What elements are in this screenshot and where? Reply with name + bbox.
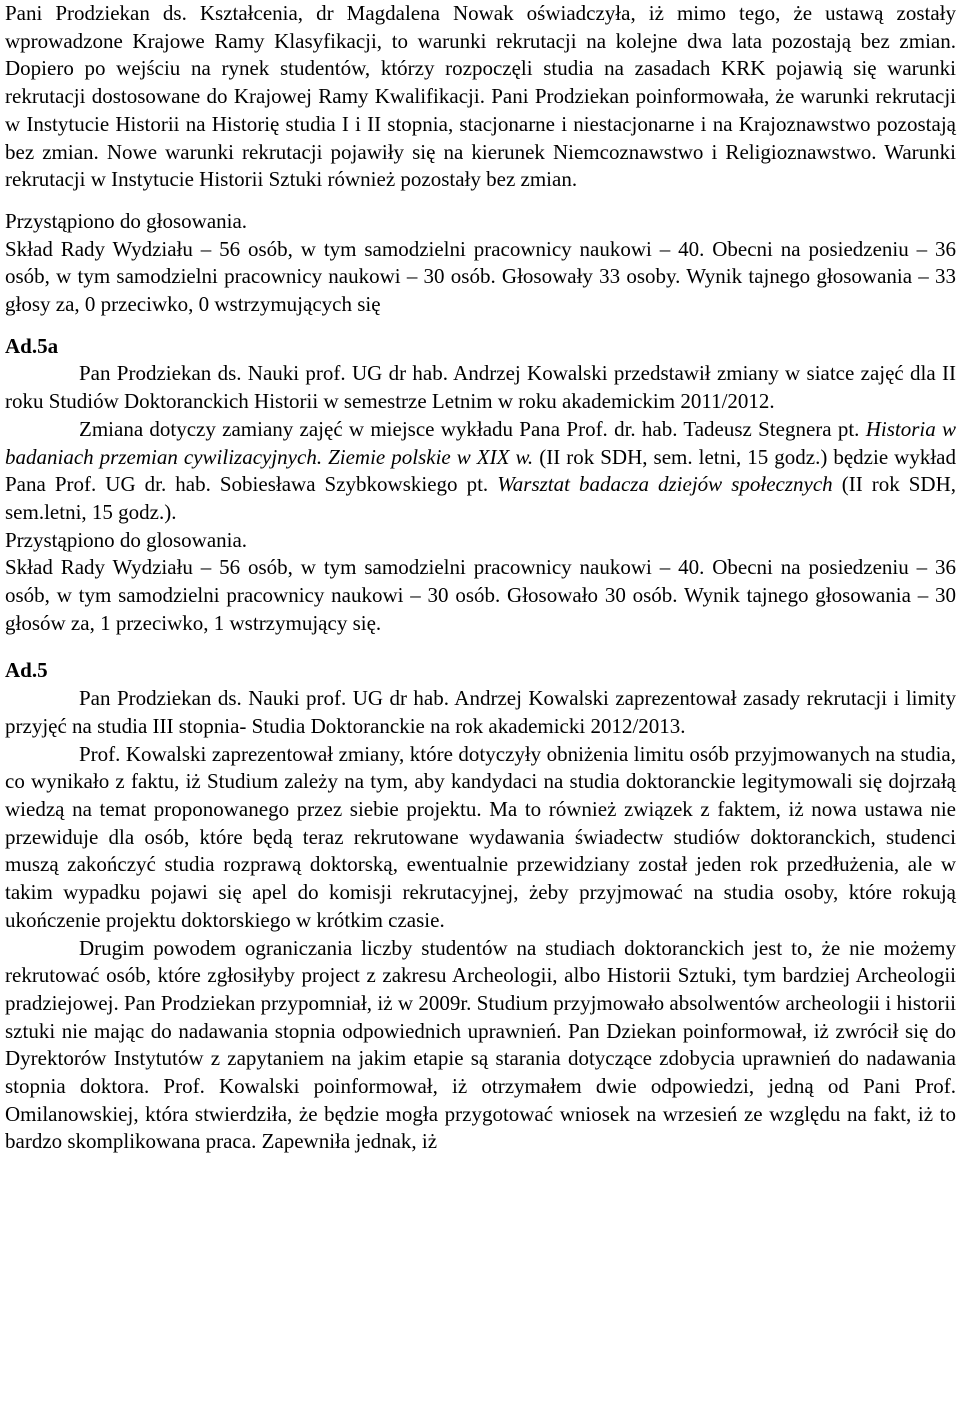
paragraph-ad5-limits: Prof. Kowalski zaprezentował zmiany, które dotyczyły obniżenia limitu osób przyjmowanych na studia, co wynikało z faktu, iż Studium zależy na tym, aby kandydaci na studia doktoranckie legitymowali się dojrzałą wiedzą na temat proponowanego przez siebie projektu. Ma to również związek z faktem, iż nowa ustawa nie przewiduje dla osób, które będą teraz rekrutowane wydawania świadectw studiów doktoranckich, studenci muszą zakończyć studia rozprawą doktorską, ewentualnie przewidziany został jeden rok przedłużenia, ale w takim wypadku pojawi się apel do komisji rekrutacyjnej, żeby przyjmować na studia osoby, które rokują ukończenie projektu doktorskiego w krótkim czasie. [5, 741, 956, 932]
paragraph-ad5-intro: Pan Prodziekan ds. Nauki prof. UG dr hab. Andrzej Kowalski zaprezentował zasady rekrutacji i limity przyjęć na studia III stopnia- Studia Doktoranckie na rok akademicki 2012/2013. [5, 686, 956, 738]
spacer [5, 319, 956, 333]
vote-result-1: Skład Rady Wydziału – 56 osób, w tym samodzielni pracownicy naukowi – 40. Obecni na posiedzeniu – 36 osób, w tym samodzielni pracownicy naukowi – 30 osób. Głosowały 33 osoby. Wynik tajnego głosowania – 33 głosy za, 0 przeciwko, 0 wstrzymujących się [5, 236, 956, 317]
section-heading-ad5: Ad.5 [5, 658, 48, 683]
section-heading-ad5a: Ad.5a [5, 333, 59, 358]
vote-intro-2: Przystąpiono do glosowania. [5, 527, 248, 552]
paragraph-recruitment-rules: Pani Prodziekan ds. Kształcenia, dr Magdalena Nowak oświadczyła, iż mimo tego, że ustawą zostały wprowadzone Krajowe Ramy Klasyfikacji, to warunki rekrutacji na kolejne dwa lata pozostają bez zmian. Dopiero po wejściu na rynek studentów, którzy rozpoczęli studia na zasadach KRK pojawią się warunki rekrutacji dostosowane do Krajowej Ramy Kwalifikacji. Pani Prodziekan poinformowała, że warunki rekrutacji w Instytucie Historii na Historię studia I i II stopnia, stacjonarne i niestacjonarne i na Krajoznawstwo pozostają bez zmian. Nowe warunki rekrutacji pojawiły się na kierunek Niemcoznawstwo i Religioznawstwo. Warunki rekrutacji w Instytucie Historii Sztuki również pozostały bez zmian. [5, 1, 956, 192]
paragraph-ad5a-intro: Pan Prodziekan ds. Nauki prof. UG dr hab. Andrzej Kowalski przedstawił zmiany w siatce zajęć dla II roku Studiów Doktoranckich Historii w semestrze Letnim w roku akademickim 2011/2012. [5, 361, 956, 414]
vote-result-2: Skład Rady Wydziału – 56 osób, w tym samodzielni pracownicy naukowi – 40. Obecni na posiedzeniu – 36 osób, w tym samodzielni pracownicy naukowi – 30 osób. Głosowało 30 osób. Wynik tajnego głosowania – 30 głosów za, 1 przeciwko, 1 wstrzymujący się. [5, 555, 956, 635]
text-run: Zmiana dotyczy zamiany zajęć w miejsce wykładu Pana Prof. dr. hab. Tadeusz Stegnera pt. [79, 416, 866, 441]
text-run: (II rok SDH, sem. letni, 15 godz.) będzie wykład Pana Prof. UG dr. hab. Sobiesława Szybkowskiego pt. [5, 444, 956, 497]
lecture-title-new: Warsztat badacza dziejów społecznych [497, 472, 833, 497]
text-run: (II rok SDH, sem.letni, 15 godz.). [5, 472, 956, 524]
spacer [5, 194, 956, 208]
paragraph-ad5a-change [5, 416, 956, 527]
paragraph-ad5-reasons: Drugim powodem ograniczania liczby studentów na studiach doktoranckich jest to, że nie możemy rekrutować osób, które zgłosiłyby project z zakresu Archeologii, albo Historii Sztuki, tym bardziej Archeologii pradziejowej. Pan Prodziekan przypomniał, iż w 2009r. Studium przyjmowało absolwentów archeologii i historii sztuki nie mając do nadawania stopnia odpowiednich uprawnień. Pan Dziekan poinformował, iż zwrócił się do Dyrektorów Instytutów z zapytaniem na jakim etapie są starania dotyczące zdobycia uprawnień do nadawania stopnia doktora. Prof. Kowalski poinformował, iż otrzymałem dwie odpowiedzi, jedną od Pani Prof. Omilanowskiej, która stwierdziła, że będzie mogła przygotować wniosek na wrzesień ze względu na fakt, iż to bardzo skomplikowana praca. Zapewniła jednak, iż [5, 935, 956, 1154]
vote-intro-1: Przystąpiono do głosowania. [5, 208, 248, 233]
lecture-title-old: Historia w badaniach przemian cywilizacyjnych. Ziemie polskie w XIX w. [5, 416, 956, 469]
spacer [5, 637, 956, 657]
